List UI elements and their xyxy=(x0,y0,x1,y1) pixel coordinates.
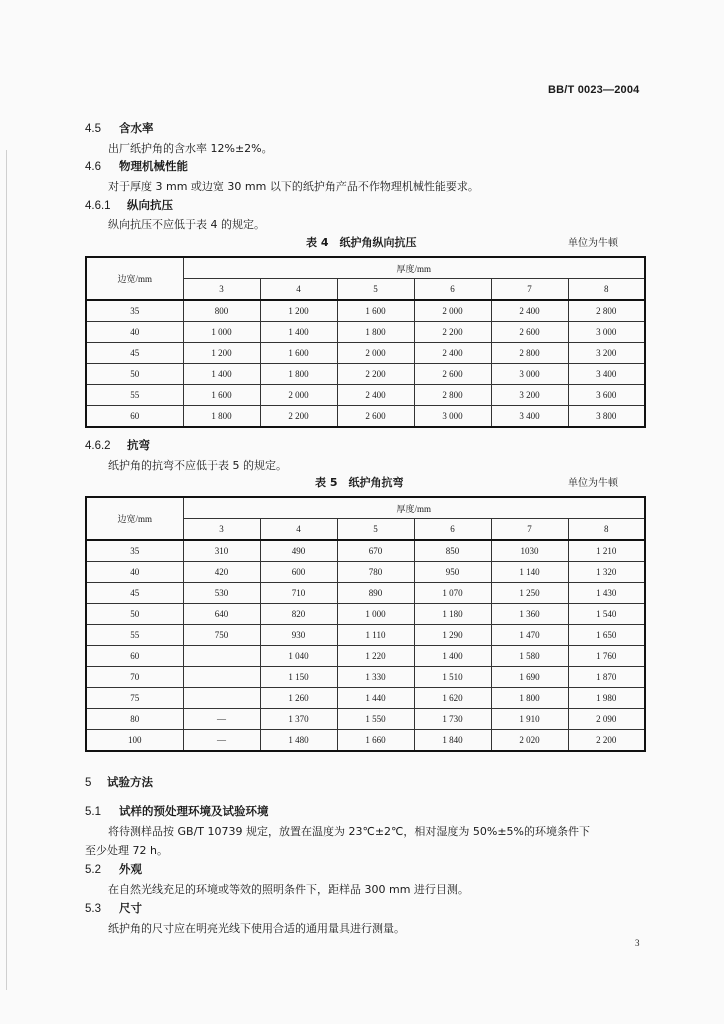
section-5-heading xyxy=(85,774,153,790)
table-row xyxy=(86,300,645,322)
table-cell: 1 650 xyxy=(568,625,645,646)
table-cell: 1 250 xyxy=(491,583,568,604)
table-cell: 1 210 xyxy=(568,540,645,562)
binding-line xyxy=(6,150,7,990)
table-cell: 1 150 xyxy=(260,667,337,688)
row-label: 50 xyxy=(86,604,183,625)
table-cell: 1 370 xyxy=(260,709,337,730)
section-5-3-heading xyxy=(85,900,142,916)
table-cell: — xyxy=(183,730,260,752)
table-cell: 930 xyxy=(260,625,337,646)
table-cell: 1 400 xyxy=(260,322,337,343)
table-cell: 820 xyxy=(260,604,337,625)
table-cell: 1 800 xyxy=(491,688,568,709)
section-title: 试验方法 xyxy=(107,775,153,789)
table-cell: 1 180 xyxy=(414,604,491,625)
table-cell: 600 xyxy=(260,562,337,583)
section-4-6-2-text: 纸护角的抗弯不应低于表 5 的规定。 xyxy=(108,459,287,472)
table-cell: 2 800 xyxy=(491,343,568,364)
table-cell: 850 xyxy=(414,540,491,562)
section-5-2-heading xyxy=(85,861,142,877)
section-4-6-heading xyxy=(85,158,188,174)
table-cell: 2 600 xyxy=(337,406,414,428)
table-cell: 2 200 xyxy=(260,406,337,428)
table-row xyxy=(86,646,645,667)
table-cell: 1 320 xyxy=(568,562,645,583)
table-cell xyxy=(183,646,260,667)
table-cell: 2 090 xyxy=(568,709,645,730)
table-cell: 2 020 xyxy=(491,730,568,752)
table-cell: 1 330 xyxy=(337,667,414,688)
row-label: 35 xyxy=(86,540,183,562)
row-label: 75 xyxy=(86,688,183,709)
table-cell: 2 400 xyxy=(414,343,491,364)
table-cell: 1 260 xyxy=(260,688,337,709)
table4-caption: 表 4 纸护角纵向抗压 xyxy=(306,236,417,249)
table-row xyxy=(86,364,645,385)
table-cell: 2 600 xyxy=(491,322,568,343)
table-row xyxy=(86,688,645,709)
table-cell: 1 580 xyxy=(491,646,568,667)
section-title: 试样的预处理环境及试验环境 xyxy=(119,804,269,818)
section-number: 5.1 xyxy=(85,806,101,818)
section-4-6-1-heading xyxy=(85,197,173,213)
table-cell: 3 400 xyxy=(568,364,645,385)
section-4-5-heading xyxy=(85,120,154,136)
table-cell: — xyxy=(183,709,260,730)
table-row xyxy=(86,322,645,343)
section-number: 5.2 xyxy=(85,864,101,876)
table-cell: 800 xyxy=(183,300,260,322)
table-cell: 1 440 xyxy=(337,688,414,709)
table-cell: 3 000 xyxy=(491,364,568,385)
row-label: 80 xyxy=(86,709,183,730)
table4-col-head: 6 xyxy=(414,279,491,301)
table-row xyxy=(86,730,645,752)
section-title: 含水率 xyxy=(119,121,154,135)
table-cell: 1 760 xyxy=(568,646,645,667)
section-number: 4.5 xyxy=(85,123,101,135)
section-title: 物理机械性能 xyxy=(119,159,188,173)
table-cell: 2 000 xyxy=(414,300,491,322)
table-cell: 3 400 xyxy=(491,406,568,428)
table-cell: 1 140 xyxy=(491,562,568,583)
row-label: 60 xyxy=(86,646,183,667)
table-cell: 1 800 xyxy=(183,406,260,428)
table-5 xyxy=(85,496,646,752)
table-cell: 1 200 xyxy=(260,300,337,322)
table-cell: 670 xyxy=(337,540,414,562)
table4-col-head: 7 xyxy=(491,279,568,301)
table-cell: 1 000 xyxy=(337,604,414,625)
table-cell: 1 400 xyxy=(183,364,260,385)
table4-unit: 单位为牛顿 xyxy=(568,238,618,249)
table-cell: 3 600 xyxy=(568,385,645,406)
table-cell: 1 660 xyxy=(337,730,414,752)
table-cell: 1 360 xyxy=(491,604,568,625)
table-cell: 2 200 xyxy=(414,322,491,343)
table5-unit: 单位为牛顿 xyxy=(568,478,618,489)
table-cell: 3 800 xyxy=(568,406,645,428)
row-label: 40 xyxy=(86,322,183,343)
table4-col-head: 5 xyxy=(337,279,414,301)
section-4-5-text: 出厂纸护角的含水率 12%±2%。 xyxy=(108,142,273,155)
table-cell: 1 620 xyxy=(414,688,491,709)
table-cell: 3 200 xyxy=(491,385,568,406)
page-number: 3 xyxy=(635,938,640,948)
section-5-1-text-line1: 将待测样品按 GB/T 10739 规定，放置在温度为 23℃±2℃，相对湿度为 50%±5%的环境条件下 xyxy=(108,825,591,838)
table5-caption: 表 5 纸护角抗弯 xyxy=(315,476,404,489)
table-cell: 1 200 xyxy=(183,343,260,364)
table-cell: 420 xyxy=(183,562,260,583)
table5-col-head: 6 xyxy=(414,519,491,541)
table-row xyxy=(86,562,645,583)
table5-row-header: 边宽/mm xyxy=(86,497,183,540)
section-5-2-text: 在自然光线充足的环境或等效的照明条件下，距样品 300 mm 进行目测。 xyxy=(108,883,469,896)
section-title: 抗弯 xyxy=(127,438,150,452)
section-title: 外观 xyxy=(119,862,142,876)
table-cell: 1 540 xyxy=(568,604,645,625)
table5-col-head: 8 xyxy=(568,519,645,541)
table-cell: 1 600 xyxy=(183,385,260,406)
table-cell: 1 290 xyxy=(414,625,491,646)
table-cell: 1 550 xyxy=(337,709,414,730)
table-row xyxy=(86,709,645,730)
table-cell: 2 800 xyxy=(568,300,645,322)
table-4 xyxy=(85,256,646,428)
row-label: 60 xyxy=(86,406,183,428)
row-label: 100 xyxy=(86,730,183,752)
table4-col-head: 4 xyxy=(260,279,337,301)
table-cell: 3 000 xyxy=(568,322,645,343)
table-cell: 2 800 xyxy=(414,385,491,406)
table-cell: 2 400 xyxy=(337,385,414,406)
table-cell: 310 xyxy=(183,540,260,562)
table-row xyxy=(86,540,645,562)
section-5-3-text: 纸护角的尺寸应在明亮光线下使用合适的通用量具进行测量。 xyxy=(108,922,405,935)
table-cell: 1030 xyxy=(491,540,568,562)
table-cell: 1 600 xyxy=(337,300,414,322)
table-cell: 490 xyxy=(260,540,337,562)
table-row xyxy=(86,406,645,428)
table-cell: 2 600 xyxy=(414,364,491,385)
row-label: 45 xyxy=(86,583,183,604)
table-cell: 1 730 xyxy=(414,709,491,730)
table-row xyxy=(86,583,645,604)
table-cell xyxy=(183,667,260,688)
table-cell: 1 870 xyxy=(568,667,645,688)
table-row xyxy=(86,343,645,364)
table-cell: 950 xyxy=(414,562,491,583)
table-cell: 780 xyxy=(337,562,414,583)
table-cell: 2 400 xyxy=(491,300,568,322)
row-label: 70 xyxy=(86,667,183,688)
row-label: 40 xyxy=(86,562,183,583)
table-cell: 1 600 xyxy=(260,343,337,364)
table-cell xyxy=(183,688,260,709)
table-cell: 890 xyxy=(337,583,414,604)
table-cell: 750 xyxy=(183,625,260,646)
table-cell: 710 xyxy=(260,583,337,604)
table-cell: 2 200 xyxy=(337,364,414,385)
table-cell: 1 800 xyxy=(260,364,337,385)
section-5-1-text-line2: 至少处理 72 h。 xyxy=(85,844,168,857)
row-label: 55 xyxy=(86,625,183,646)
table-cell: 1 400 xyxy=(414,646,491,667)
table-cell: 1 110 xyxy=(337,625,414,646)
table-cell: 530 xyxy=(183,583,260,604)
row-label: 55 xyxy=(86,385,183,406)
table-cell: 1 840 xyxy=(414,730,491,752)
row-label: 35 xyxy=(86,300,183,322)
table4-col-head: 3 xyxy=(183,279,260,301)
table4-col-head: 8 xyxy=(568,279,645,301)
section-number: 4.6.1 xyxy=(85,200,111,212)
table5-col-head: 5 xyxy=(337,519,414,541)
table-cell: 640 xyxy=(183,604,260,625)
section-number: 4.6 xyxy=(85,161,101,173)
table-cell: 1 070 xyxy=(414,583,491,604)
table-row xyxy=(86,604,645,625)
section-number: 5 xyxy=(85,777,92,789)
table-cell: 1 510 xyxy=(414,667,491,688)
section-5-1-heading xyxy=(85,803,269,819)
table-cell: 3 000 xyxy=(414,406,491,428)
table-cell: 1 690 xyxy=(491,667,568,688)
table-row xyxy=(86,625,645,646)
table-row xyxy=(86,385,645,406)
table-cell: 2 000 xyxy=(337,343,414,364)
table5-col-head: 7 xyxy=(491,519,568,541)
table-cell: 1 480 xyxy=(260,730,337,752)
table-cell: 2 200 xyxy=(568,730,645,752)
table-cell: 3 200 xyxy=(568,343,645,364)
table-cell: 1 000 xyxy=(183,322,260,343)
table-cell: 1 980 xyxy=(568,688,645,709)
row-label: 45 xyxy=(86,343,183,364)
section-title: 纵向抗压 xyxy=(127,198,173,212)
table-cell: 1 220 xyxy=(337,646,414,667)
table-cell: 1 470 xyxy=(491,625,568,646)
section-number: 5.3 xyxy=(85,903,101,915)
table-cell: 2 000 xyxy=(260,385,337,406)
table-cell: 1 430 xyxy=(568,583,645,604)
table-cell: 1 800 xyxy=(337,322,414,343)
section-4-6-text: 对于厚度 3 mm 或边宽 30 mm 以下的纸护角产品不作物理机械性能要求。 xyxy=(108,180,479,193)
document-code: BB/T 0023—2004 xyxy=(548,84,640,96)
table-cell: 1 910 xyxy=(491,709,568,730)
section-number: 4.6.2 xyxy=(85,440,111,452)
table-cell: 1 040 xyxy=(260,646,337,667)
section-4-6-2-heading xyxy=(85,437,150,453)
table5-col-group: 厚度/mm xyxy=(183,497,645,519)
section-4-6-1-text: 纵向抗压不应低于表 4 的规定。 xyxy=(108,218,265,231)
table-row xyxy=(86,667,645,688)
row-label: 50 xyxy=(86,364,183,385)
table4-row-header: 边宽/mm xyxy=(86,257,183,300)
table4-col-group: 厚度/mm xyxy=(183,257,645,279)
table5-col-head: 3 xyxy=(183,519,260,541)
section-title: 尺寸 xyxy=(119,901,142,915)
table5-col-head: 4 xyxy=(260,519,337,541)
